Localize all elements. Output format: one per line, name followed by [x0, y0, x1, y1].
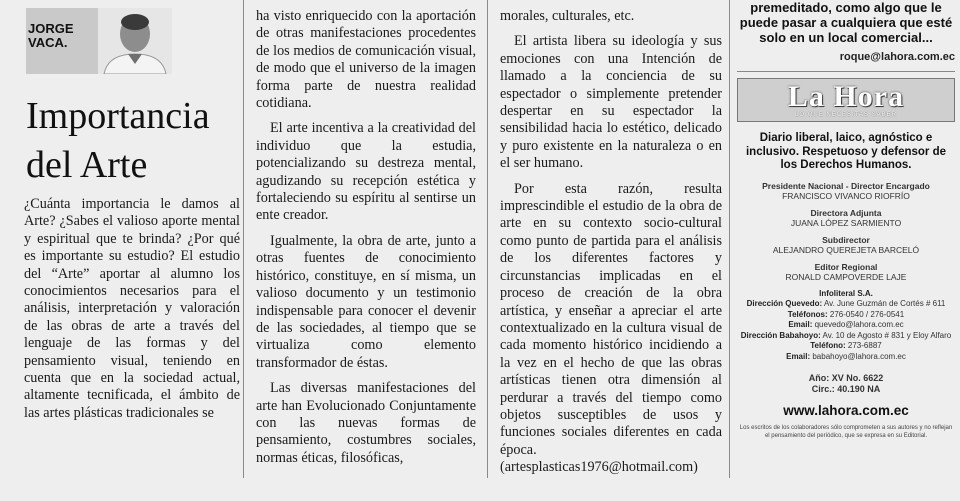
- babahoyo-email: babahoyo@lahora.com.ec: [812, 351, 906, 361]
- staff-name: FRANCISCO VIVANCO RIOFRÍO: [782, 190, 910, 201]
- label: Teléfonos:: [787, 309, 828, 319]
- article-headline: Importancia del Arte: [26, 95, 210, 186]
- company-name: Infoliteral S.A.: [819, 288, 873, 298]
- staff-role: Editor Regional: [814, 261, 878, 272]
- newspaper-slogan: Diario liberal, laico, agnóstico e inclusivo. Respetuoso y defensor de los Derechos Humanos.: [745, 132, 947, 171]
- author-name: JORGE VACA.: [28, 21, 74, 50]
- issue-info: [737, 373, 955, 395]
- paragraph: Por esta razón, resulta imprescindible el estudio de la obra de arte en su contexto socio-cultural como punto de partida para el análisis de los diferentes factores y circunstancias implicadas en el proceso de creación de la obra artística, y enseñar a apreciar el arte contextualizado en la cultura visual de cada momento histórico incidiendo a la vez en el hecho de que las obras artísticas tienen otra dimensión al perdurar a través del tiempo como objetos susceptibles de usos y funciones sociales diferentes en cada época. (artesplasticas1976@hotmail.com): [500, 180, 722, 476]
- paragraph: morales, culturales, etc.: [500, 8, 635, 24]
- staff-role: Directora Adjunta: [810, 207, 882, 218]
- staff-entry: [737, 181, 955, 201]
- logo-wordmark: La Hora: [787, 80, 905, 113]
- masthead-sidebar: [737, 0, 955, 440]
- article-column-2: [256, 8, 476, 467]
- paragraph: Igualmente, la obra de arte, junto a otras fuentes de conocimiento histórico, constituye, en sí misma, un valioso documento y un testimonio indispensable para conocer el devenir de las sociedades, al tiempo que se virtualiza como elemento transformador de éstas.: [256, 232, 476, 371]
- staff-name: RONALD CAMPOVERDE LAJE: [785, 271, 907, 282]
- author-byline-box: [26, 8, 98, 74]
- staff-role: Presidente Nacional - Director Encargado: [762, 180, 930, 191]
- label: Email:: [788, 320, 813, 329]
- paragraph: ¿Cuánta importancia le damos al Arte? ¿Sabes el valioso aporte mental y espiritual que te brinda? ¿Por qué es importante su estudio? El estudio del “Arte” aportar al alumno los conocimientos necesarios para el análisis, interpretación y valoración de las obras de arte a través del lenguaje de las formas y del pensamiento visual, teniendo en cuenta que en la sociedad actual, altamente tecnificada, el ámbito de las artes plásticas tradicionales se: [24, 196, 240, 421]
- babahoyo-phone: 273-6887: [847, 341, 882, 350]
- paragraph: Las diversas manifestaciones del arte han Evolucionado Conjuntamente con las nuevas formas de pensamiento, costumbres sociales, normas éticas, filosóficas,: [256, 380, 476, 466]
- column-divider: [487, 0, 488, 478]
- label: Dirección Quevedo:: [746, 299, 823, 308]
- sidebar-divider: [737, 71, 955, 72]
- label: Email:: [786, 351, 811, 361]
- staff-entry: [737, 235, 955, 255]
- label: Teléfono:: [810, 341, 846, 350]
- column-divider: [729, 0, 730, 478]
- website-link[interactable]: www.lahora.com.ec: [783, 403, 909, 418]
- contact-info: [737, 289, 955, 362]
- issue-number: Año: XV No. 6622: [808, 373, 884, 383]
- paragraph: ha visto enriquecido con la aportación de otras manifestaciones procedentes de los medios de comunicación visual, de modo que el universo de la imagen forma parte de nuestra realidad cotidiana.: [256, 8, 476, 112]
- disclaimer: Los escritos de los colaboradores sólo comprometen a sus autores y no reflejan el pensamiento del periódico, que se expresa en su Editorial.: [739, 425, 953, 439]
- paragraph: El arte incentiva a la creatividad del individuo que la estudia, potencializando su destreza mental, agudizando su recepción estética y fortaleciendo su espíritu al sentirse un ente creador.: [256, 120, 476, 224]
- babahoyo-address: Av. 10 de Agosto # 831 y Eloy Alfaro: [822, 330, 952, 340]
- logo-tagline: LO QUE NECESITAS SABER: [795, 112, 897, 118]
- columnist-email: roque@lahora.com.ec: [839, 51, 955, 63]
- article-text-col1: [24, 196, 240, 422]
- label: Dirección Babahoyo:: [740, 330, 821, 340]
- staff-name: ALEJANDRO QUEREJETA BARCELÓ: [772, 244, 920, 255]
- quevedo-email: quevedo@lahora.com.ec: [814, 320, 904, 329]
- previous-article-ending: premeditado, como algo que le puede pasar a cualquiera que esté solo en un local comercial...: [739, 0, 953, 45]
- newspaper-logo: [737, 78, 955, 122]
- author-portrait: [98, 8, 172, 74]
- staff-name: JUANA LÓPEZ SARMIENTO: [790, 217, 902, 228]
- staff-role: Subdirector: [822, 234, 870, 245]
- quevedo-address: Av. June Guzmán de Cortés # 611: [823, 299, 946, 308]
- article-column-3: [500, 8, 722, 477]
- column-divider: [243, 0, 244, 478]
- staff-entry: [737, 208, 955, 228]
- staff-entry: [737, 262, 955, 282]
- quevedo-phone: 276-0540 / 276-0541: [829, 309, 905, 319]
- circulation: Circ.: 40.190 NA: [811, 384, 881, 394]
- staff-list: [737, 181, 955, 282]
- paragraph: El artista libera su ideología y sus emociones con una Intención de llamado a la conciencia de su espectador o simplemente pretender despertar en su espectador la sensibilidad hacia lo estético, delicado y puro existente en la naturaleza o en el ser humano.: [500, 33, 722, 172]
